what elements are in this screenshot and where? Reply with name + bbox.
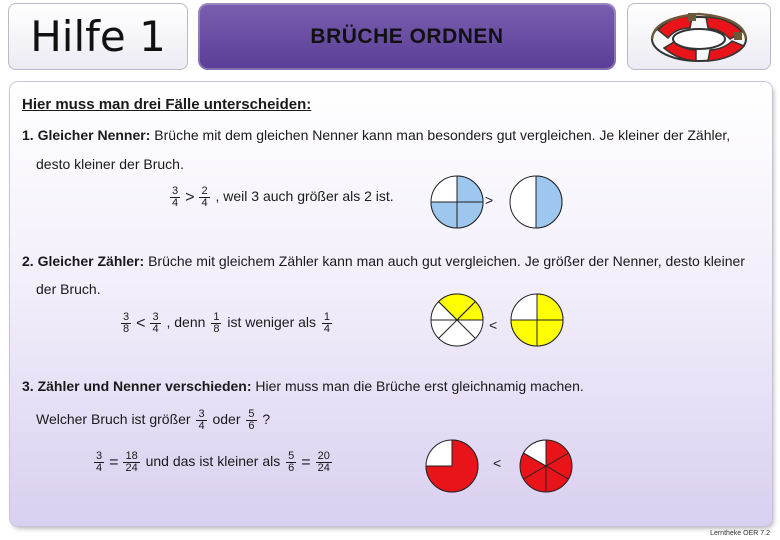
lifebuoy-icon: [644, 8, 754, 66]
case2-text-a: Brüche mit gleichem Zähler kann man auch gut vergleichen. Je größer der Nenner, desto kleiner: [148, 253, 745, 269]
pie-relation-2: <: [489, 317, 498, 333]
case1-text-b: desto kleiner der Bruch.: [36, 156, 184, 172]
case2-line-1: [22, 253, 745, 269]
pie-relation-1: >: [485, 192, 494, 208]
question-mark: ?: [262, 411, 271, 428]
footer-credit: Lerntheke OER 7.2: [710, 530, 770, 537]
pie-two-quarters-blue: [509, 174, 563, 230]
topic-title: BRÜCHE ORDNEN: [310, 24, 504, 48]
title-box: [8, 3, 188, 70]
pie-three-quarters-yellow: [509, 292, 565, 348]
case3-label: 3. Zähler und Nenner verschieden:: [22, 378, 252, 394]
word-oder: oder: [212, 411, 241, 428]
fraction: $\frac{3}{4}$: [152, 311, 159, 335]
pie-three-eighths-yellow: [429, 292, 485, 348]
fraction: $\frac{3}{8}$: [123, 311, 130, 335]
fraction: $\frac{18}{24}$: [125, 450, 138, 474]
intro-heading: Hier muss man drei Fälle unterscheiden:: [22, 96, 312, 113]
case2-text-b: der Bruch.: [36, 281, 101, 297]
case3-mid: und das ist kleiner als: [145, 453, 281, 470]
fraction: $\frac{3}{4}$: [172, 185, 179, 209]
fraction: $\frac{5}{6}$: [248, 408, 255, 432]
equals-sign: =: [109, 453, 119, 471]
fraction: $\frac{2}{4}$: [201, 185, 208, 209]
case1-example: [168, 186, 394, 209]
topic-banner: [198, 3, 616, 70]
equals-sign: =: [301, 453, 311, 471]
case3-line-1: [22, 378, 584, 394]
pie-three-quarters-red: [424, 438, 480, 494]
case2-example: [119, 312, 334, 335]
word-denn: , denn: [166, 314, 206, 331]
case1-line-1: [22, 127, 730, 143]
case1-text-a: Brüche mit dem gleichen Nenner kann man besonders gut vergleichen. Je kleiner der Zähler,: [154, 127, 731, 143]
pie-relation-3: <: [493, 455, 502, 471]
help-box: [627, 3, 771, 70]
page-title: Hilfe 1: [30, 12, 166, 61]
relation-sign: >: [185, 188, 195, 206]
relation-sign: <: [136, 314, 146, 332]
question-text: Welcher Bruch ist größer: [36, 411, 191, 428]
case3-question: [36, 409, 270, 432]
case1-note: , weil 3 auch größer als 2 ist.: [215, 188, 394, 205]
fraction: $\frac{3}{4}$: [96, 450, 103, 474]
fraction: $\frac{1}{8}$: [213, 311, 220, 335]
pie-five-sixths-red: [518, 438, 574, 494]
fraction: $\frac{5}{6}$: [288, 450, 295, 474]
fraction: $\frac{3}{4}$: [198, 408, 205, 432]
fraction: $\frac{1}{4}$: [323, 311, 331, 335]
pie-three-quarters-blue: [430, 174, 484, 230]
case3-text-a: Hier muss man die Brüche erst gleichnamig machen.: [255, 378, 584, 394]
word-mid: ist weniger als: [227, 314, 317, 331]
case2-label: 2. Gleicher Zähler:: [22, 253, 145, 269]
case3-example: [92, 451, 334, 474]
fraction: $\frac{20}{24}$: [317, 450, 330, 474]
case1-label: 1. Gleicher Nenner:: [22, 127, 151, 143]
